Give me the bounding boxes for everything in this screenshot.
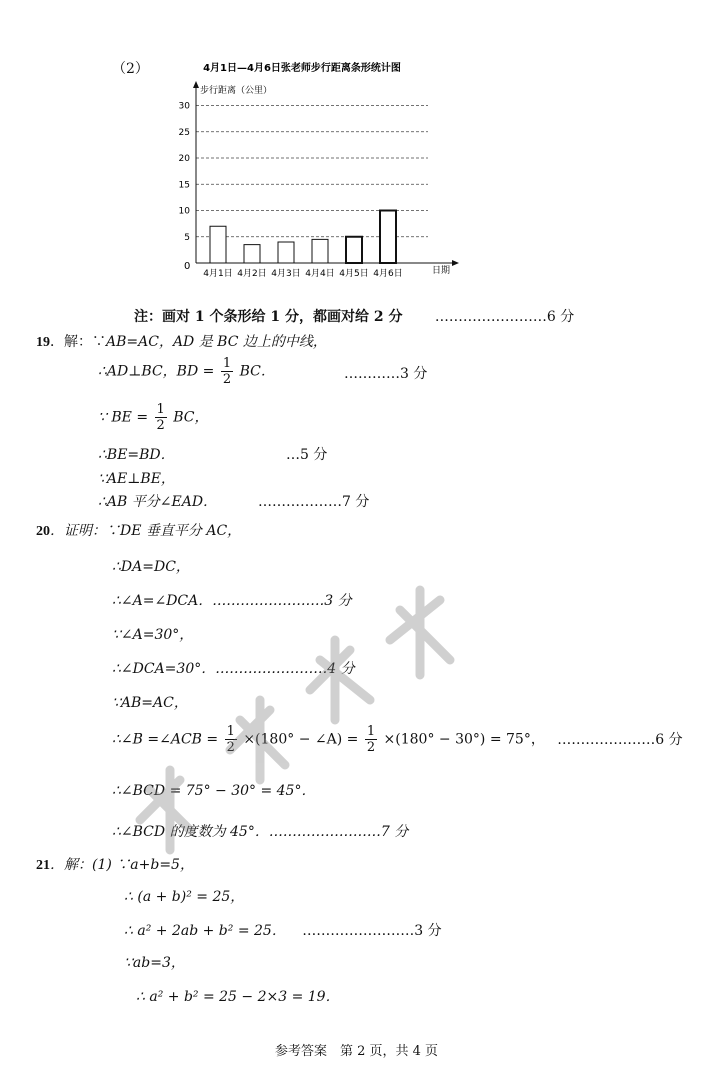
chart-bar	[244, 245, 260, 263]
q20-intro: ．证明：∵DE 垂直平分 AC，	[50, 523, 242, 539]
q19-line-3	[98, 402, 209, 433]
q20-number: 20	[36, 524, 50, 539]
q21-score-3: ……………………3 分	[302, 923, 442, 939]
chart-y-tick-label: 10	[178, 206, 190, 217]
q20-fraction-half-2	[365, 724, 377, 755]
frac-numerator: 1	[222, 356, 232, 371]
chart-x-tick-label: 4月2日	[237, 269, 267, 279]
bar-chart	[170, 55, 470, 285]
chart-y-axis-label: 步行距离（公里）	[200, 86, 273, 96]
q20-expr-1: ×(180° − ∠A) =	[243, 731, 359, 748]
chart-y-tick-label: 15	[178, 180, 190, 191]
q20-expr-2: ×(180° − 30°) = 75°，	[383, 731, 545, 748]
chart-axes	[193, 81, 459, 266]
chart-title: 4月1日—4月6日张老师步行距离条形统计图	[203, 63, 401, 74]
frac-numerator: 1	[156, 402, 165, 417]
q21-line-1: ∴ (a + b)² = 25，	[124, 889, 245, 905]
q19-score-5: …5 分	[286, 447, 328, 463]
q19-fraction-half	[221, 356, 233, 387]
q20-fraction-half	[225, 724, 237, 755]
q19-fraction-half-2	[155, 402, 167, 433]
chart-note-score: ……………………6 分	[434, 309, 575, 325]
chart-x-axis-arrow	[452, 260, 459, 266]
q19-score-3: …………3 分	[344, 366, 428, 382]
chart-y-tick-label: 5	[184, 232, 190, 243]
frac-denominator: 2	[156, 418, 165, 433]
q19-bc-term-2: BC，	[173, 409, 209, 426]
part-label: （2）	[112, 61, 149, 77]
q19-intro: ．解：∵	[50, 334, 106, 350]
chart-origin-label: 0	[184, 261, 191, 272]
chart-note	[134, 306, 574, 326]
q21-number: 21	[36, 858, 50, 873]
page-footer: 参考答案 第 2 页，共 4 页	[274, 1044, 439, 1059]
watermark-stamp	[120, 580, 480, 860]
chart-y-tick-label: 30	[178, 101, 190, 112]
q19-bc-term: BC．	[239, 363, 275, 380]
chart-y-tick-labels	[179, 102, 191, 243]
q20-line-4: ∴∠DCA=30°．……………………4 分	[112, 661, 355, 677]
q19-ae-perp: ∵AE⊥BE，	[98, 471, 175, 487]
q21-line-3: ∵ab=3，	[124, 955, 185, 971]
q21-line-4: ∴ a² + b² = 25 − 2×3 = 19．	[136, 989, 340, 1005]
chart-x-tick-label: 4月1日	[203, 269, 233, 279]
q19-first-line	[36, 331, 327, 351]
chart-bar	[278, 242, 294, 263]
q19-score-7: ………………7 分	[258, 494, 370, 510]
q19-bisect: ∴AB 平分∠EAD．	[98, 494, 218, 510]
q20-score-6: …………………6 分	[557, 731, 683, 748]
q20-line-3: ∵∠A=30°，	[112, 627, 194, 643]
q20-line-5: ∵AB=AC，	[112, 695, 188, 711]
q20-line-1: ∴DA=DC，	[112, 559, 190, 575]
q19-be-statement: ∵ BE =	[98, 409, 149, 426]
frac-denominator: 2	[222, 372, 232, 387]
chart-bar	[380, 211, 396, 264]
q20-first-line	[36, 520, 241, 540]
chart-y-tick-label: 25	[178, 127, 190, 138]
chart-x-tick-label: 4月6日	[373, 269, 403, 279]
chart-bar	[210, 226, 226, 263]
chart-x-axis-label: 日期	[432, 266, 451, 276]
q20-line-6	[112, 724, 683, 755]
frac-numerator: 1	[366, 724, 376, 739]
chart-bar	[312, 239, 328, 263]
chart-y-axis-arrow	[193, 81, 199, 88]
chart-x-tick-label: 4月5日	[339, 269, 369, 279]
chart-y-tick-label: 20	[178, 154, 190, 164]
chart-bar	[346, 237, 362, 263]
q20-line-8: ∴∠BCD 的度数为 45°．……………………7 分	[112, 824, 409, 840]
frac-denominator: 2	[366, 740, 376, 755]
q21-intro: ．解：(1) ∵a+b=5，	[50, 857, 194, 873]
q19-number: 19	[36, 335, 50, 350]
q19-premise: AB=AC，AD 是 BC 边上的中线，	[106, 334, 327, 350]
frac-numerator: 1	[226, 724, 235, 739]
chart-x-tick-label: 4月3日	[271, 269, 301, 279]
q19-be-bd: ∴BE=BD．	[98, 447, 175, 463]
q21-line-2	[124, 920, 442, 940]
chart-note-text: 注：画对 1 个条形给 1 分，都画对给 2 分	[134, 309, 403, 325]
q19-bd-statement: ∴AD⊥BC，BD =	[98, 363, 215, 380]
frac-denominator: 2	[226, 740, 235, 755]
q21-first-line	[36, 854, 194, 874]
chart-x-tick-label: 4月4日	[305, 269, 335, 279]
chart-x-tick-labels	[203, 268, 402, 279]
q21-expand: ∴ a² + 2ab + b² = 25．	[124, 923, 286, 939]
q20-angle-b: ∴∠B =∠ACB =	[112, 731, 219, 748]
q20-line-7: ∴∠BCD = 75° − 30° = 45°．	[112, 783, 316, 799]
q19-line-2	[98, 356, 275, 387]
q20-line-2: ∴∠A=∠DCA．……………………3 分	[112, 593, 352, 609]
